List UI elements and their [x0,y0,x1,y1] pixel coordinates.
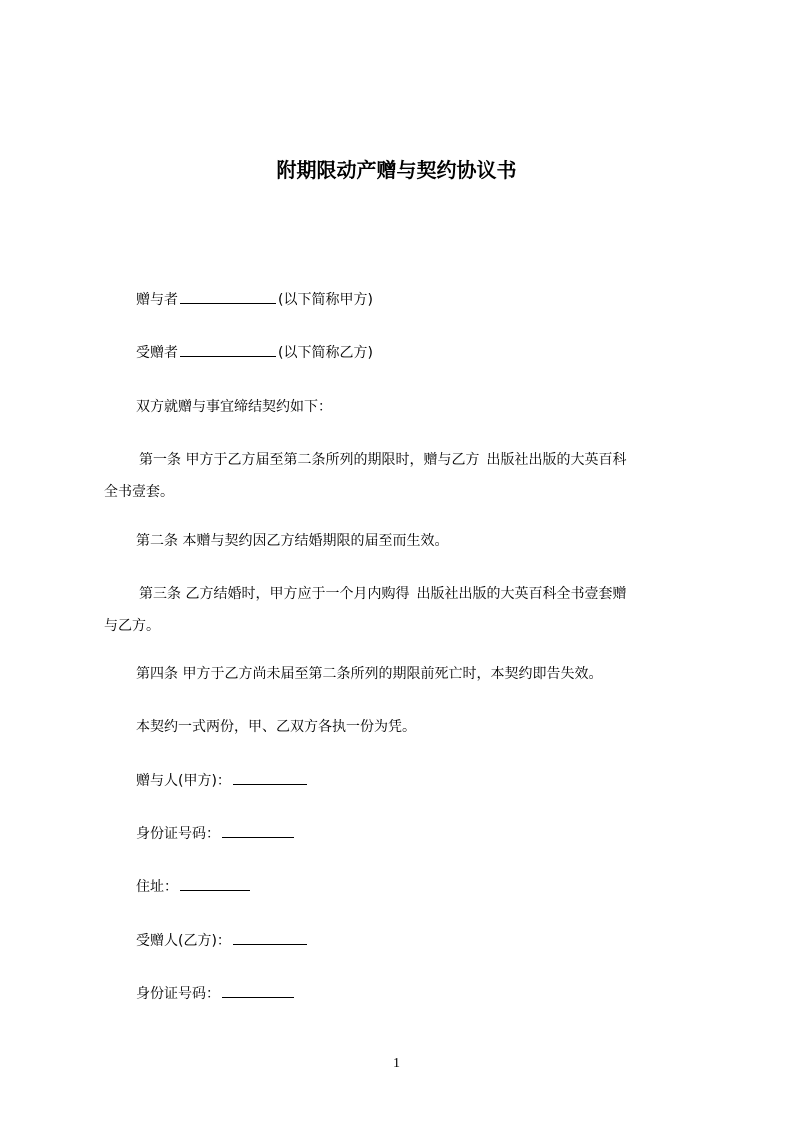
donor-label: 赠与者 [136,292,178,308]
donee-blank-line [180,344,276,357]
address-label: 住址： [136,879,178,895]
address-blank [180,878,250,891]
donor-signature-line [104,765,700,797]
intro-paragraph [104,391,700,423]
donor-suffix: (以下简称甲方) [278,292,373,308]
donor-signature-label: 赠与人(甲方)： [136,773,231,789]
donor-id-label: 身份证号码： [136,826,220,842]
donor-signature-blank [233,772,307,785]
article-1-line-2: 全书壹套。 [104,484,174,500]
donee-suffix: (以下简称乙方) [278,345,373,361]
article-3 [104,578,700,642]
page-number: 1 [393,1056,400,1071]
document-title: 附期限动产赠与契约协议书 [276,158,517,183]
donee-signature-line [104,925,700,957]
donor-blank-line [180,291,276,304]
article-2 [104,525,700,557]
donor-line [104,284,700,316]
article-3-part-1: 第三条 乙方结婚时，甲方应于一个月内购得 [139,586,410,602]
article-1 [104,444,700,508]
article-4 [104,658,700,690]
donee-id-blank [222,985,294,998]
donee-line [104,337,700,369]
article-3-line-2: 与乙方。 [104,618,160,634]
donee-signature-label: 受赠人(乙方)： [136,933,231,949]
donor-id-line [104,818,700,850]
copies-paragraph [104,711,700,743]
copies-text: 本契约一式两份，甲、乙双方各执一份为凭。 [136,719,416,735]
article-3-part-2: 出版社出版的大英百科全书壹套赠 [416,586,627,602]
article-1-part-2: 出版社出版的大英百科 [486,452,627,468]
article-2-text: 第二条 本赠与契约因乙方结婚期限的届至而生效。 [136,533,449,549]
donee-id-line [104,978,700,1010]
donee-signature-blank [233,932,307,945]
article-1-part-1: 第一条 甲方于乙方届至第二条所列的期限时，赠与乙方 [139,452,480,468]
article-4-text: 第四条 甲方于乙方尚未届至第二条所列的期限前死亡时，本契约即告失效。 [136,666,603,682]
address-line [104,871,700,903]
donee-label: 受赠者 [136,345,178,361]
intro-text: 双方就赠与事宜缔结契约如下： [136,399,332,415]
donee-id-label: 身份证号码： [136,986,220,1002]
donor-id-blank [222,825,294,838]
